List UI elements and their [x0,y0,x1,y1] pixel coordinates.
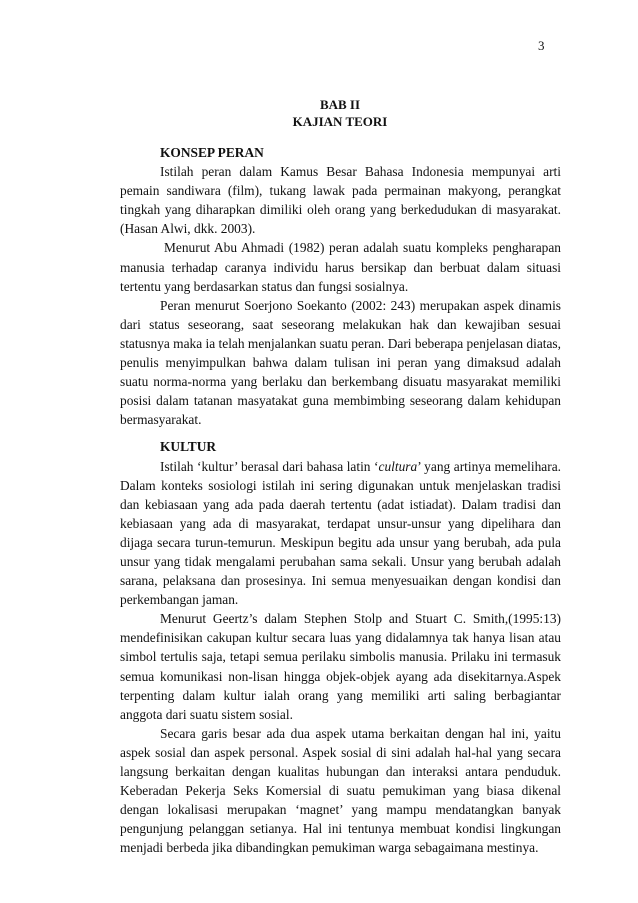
document-body [120,143,561,857]
paragraph: Menurut Geertz’s dalam Stephen Stolp and Stuart C. Smith,(1995:13) mendefinisikan cakupan kultur secara luas yang didalamnya tak hanya lisan atau simbol tertulis saja, tetapi semua perilaku simbolis manusia. Prilaku ini termasuk semua komunikasi non-lisan hingga objek-objek ayang ada disekitarnya.Aspek terpenting dalam kultur ialah orang yang memiliki arti saling berbagiantar anggota dari suatu sistem sosial. [120,611,561,722]
paragraph-italic-term: cultura [378,458,418,474]
chapter-heading [120,96,560,130]
paragraph: Secara garis besar ada dua aspek utama berkaitan dengan hal ini, yaitu aspek sosial dan aspek personal. Aspek sosial di sini adalah hal-hal yang secara langsung berkaitan dengan kualitas hubungan dan interaksi antara penduduk. Keberadan Pekerja Seks Komersial di suatu pemukiman yang biasa dikenal dengan lokalisasi merupakan ‘magnet’ yang mampu mendatangkan banyak pengunjung pelanggan setianya. Hal ini tentunya membuat kondisi lingkungan menjadi berbeda jika dibandingkan pemukiman warga sebagaimana mestinya. [120,725,561,856]
paragraph-text: Istilah ‘kultur’ berasal dari bahasa latin ‘ [160,458,379,474]
section-heading-kultur: KULTUR [160,439,217,455]
page-number: 3 [538,38,545,53]
chapter-label: BAB II [319,97,361,112]
chapter-title: KAJIAN TEORI [292,114,388,129]
paragraph-text: ’ yang artinya memelihara. Dalam konteks sosiologi istilah ini sering digunakan untuk menjelaskan tradisi dan kebiasaan yang ada pada daerah tertentu (adat istiadat). Dalam tradisi dan kebiasaan yang ada di masyarakat, terdapat unsur-unsur yang dipelihara dan dijaga secara turun-temurun. Meskipun begitu ada unsur yang berubah, ada pula unsur yang tidak mengalami perubahan sama sekali. Unsur yang berubah adalah sarana, pelaksana dan prosesinya. Ini semua menyesuaikan dengan kondisi dan perkembangan jaman. [120,458,562,608]
paragraph: Menurut Abu Ahmadi (1982) peran adalah suatu kompleks pengharapan manusia terhadap caranya individu harus bersikap dan berbuat dalam situasi tertentu yang berdasarkan status dan fungsi sosialnya. [120,240,561,294]
section-heading-konsep-peran: KONSEP PERAN [160,145,264,160]
paragraph [120,457,561,610]
paragraph: Peran menurut Soerjono Soekanto (2002: 243) merupakan aspek dinamis dari status seseorang, saat seseorang melakukan hak dan kewajiban sesuai statusnya maka ia telah menjalankan suatu peran. Dari beberapa penjelasan diatas, penulis menyimpulkan bahwa dalam tulisan ini peran yang dimaksud adalah suatu norma-norma yang berlaku dan berkembang disuatu masyarakat memiliki posisi dalam tatanan masyatakat guna membimbing seseorang dalam kehidupan bermasyarakat. [120,297,561,428]
section-spacer [120,429,561,437]
paragraph: Istilah peran dalam Kamus Besar Bahasa Indonesia mempunyai arti pemain sandiwara (film), tukang lawak pada permainan makyong, perangkat tingkah yang diharapkan dimiliki oleh orang yang berkedudukan di masyarakat. (Hasan Alwi, dkk. 2003). [120,164,561,237]
